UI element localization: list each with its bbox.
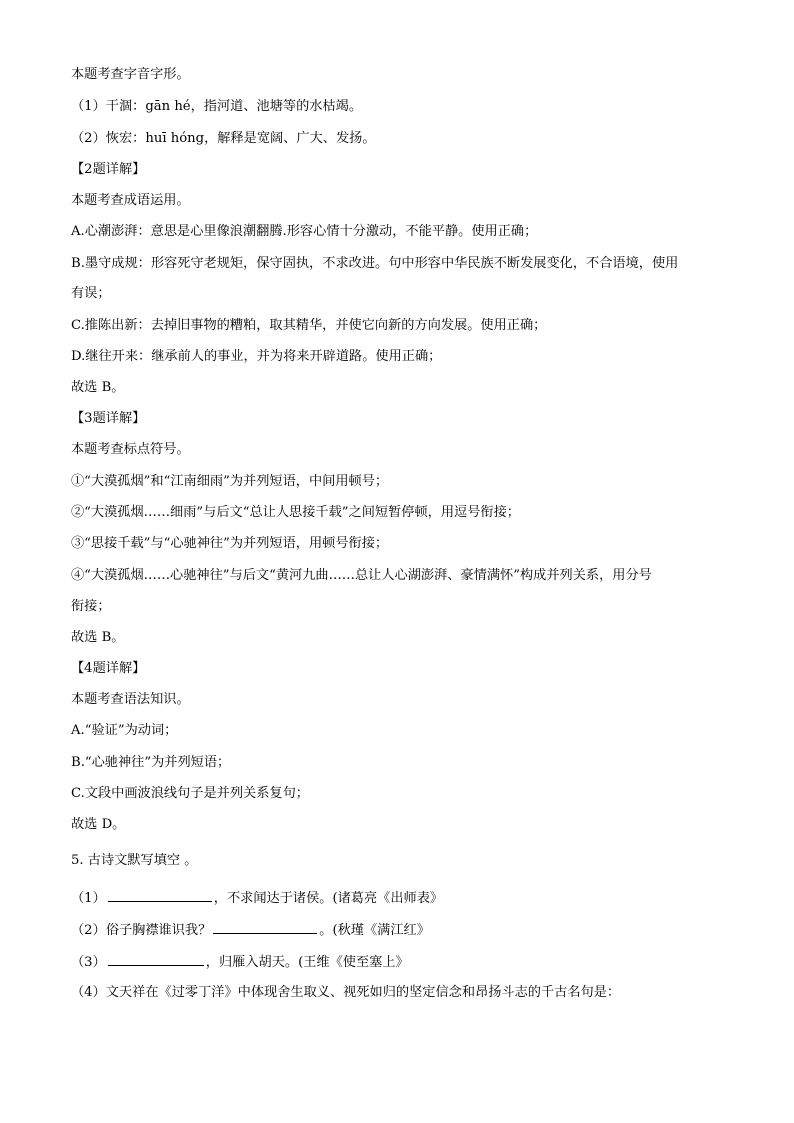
fill-item-prefix: （1） <box>71 891 106 906</box>
text-line: ②“大漠孤烟……细雨”与后文“总让人思接千载”之间短暂停顿，用逗号衔接； <box>71 505 520 520</box>
text-line: 有误； <box>71 286 111 301</box>
text-line: 故选 B。 <box>71 630 125 645</box>
question-title: 5. 古诗文默写填空 。 <box>71 853 198 868</box>
text-line: 衔接； <box>71 599 111 614</box>
fill-item-suffix: ，归雁入胡天。(王维《使至塞上》 <box>205 955 409 970</box>
text-line: ④“大漠孤烟……心驰神往”与后文“黄河九曲……总让人心湖澎湃、豪情满怀”构成并列关系，用分号 <box>71 568 652 583</box>
text-line: 本题考查语法知识。 <box>71 692 190 707</box>
text-line: 本题考查字音字形。 <box>71 67 190 82</box>
fill-item-prefix: （2）俗子胸襟谁识我？ <box>71 923 212 938</box>
answer-blank[interactable] <box>108 888 212 902</box>
text-line: （1）干涸：gān hé，指河道、池塘等的水枯竭。 <box>71 99 363 114</box>
answer-blank[interactable] <box>108 952 204 966</box>
text-line: C.文段中画波浪线句子是并列关系复句； <box>71 786 309 801</box>
text-line: C.推陈出新：去掉旧事物的糟粕，取其精华，并使它向新的方向发展。使用正确； <box>71 318 547 333</box>
text-line: ③“思接千载”与“心驰神往”为并列短语，用顿号衔接； <box>71 536 389 551</box>
text-line: 本题考查成语运用。 <box>71 193 190 208</box>
fill-item-suffix: 。(秋瑾《满江红》 <box>319 923 430 938</box>
text-line: （2）恢宏：huī hóng，解释是宽阔、广大、发扬。 <box>71 131 376 146</box>
fill-item-4: （4）文天祥在《过零丁洋》中体现舍生取义、视死如归的坚定信念和昂扬斗志的千古名句是： <box>71 985 621 1000</box>
text-line: ①“大漠孤烟”和“江南细雨”为并列短语，中间用顿号； <box>71 474 389 489</box>
text-line: A.心潮澎湃：意思是心里像浪潮翻腾.形容心情十分激动，不能平静。使用正确； <box>71 224 538 239</box>
text-line: D.继往开来：继承前人的事业，并为将来开辟道路。使用正确； <box>71 349 442 364</box>
section-heading: 【4题详解】 <box>71 661 146 676</box>
text-line: B.墨守成规：形容死守老规矩，保守固执，不求改进。句中形容中华民族不断发展变化，不合语境，使用 <box>71 256 679 271</box>
fill-item-2 <box>71 920 721 940</box>
fill-item-suffix: ，不求闻达于诸侯。(诸葛亮《出师表》 <box>213 891 444 906</box>
text-line: 本题考查标点符号。 <box>71 442 190 457</box>
section-heading: 【2题详解】 <box>71 162 146 177</box>
answer-blank[interactable] <box>213 920 317 934</box>
text-line: A.“验证”为动词； <box>71 723 178 738</box>
text-line: 故选 B。 <box>71 380 125 395</box>
section-heading: 【3题详解】 <box>71 411 146 426</box>
text-line: 故选 D。 <box>71 817 126 832</box>
fill-item-prefix: （3） <box>71 955 106 970</box>
text-line: B.“心驰神往”为并列短语； <box>71 755 231 770</box>
fill-item-1 <box>71 888 721 908</box>
fill-item-3 <box>71 952 721 972</box>
